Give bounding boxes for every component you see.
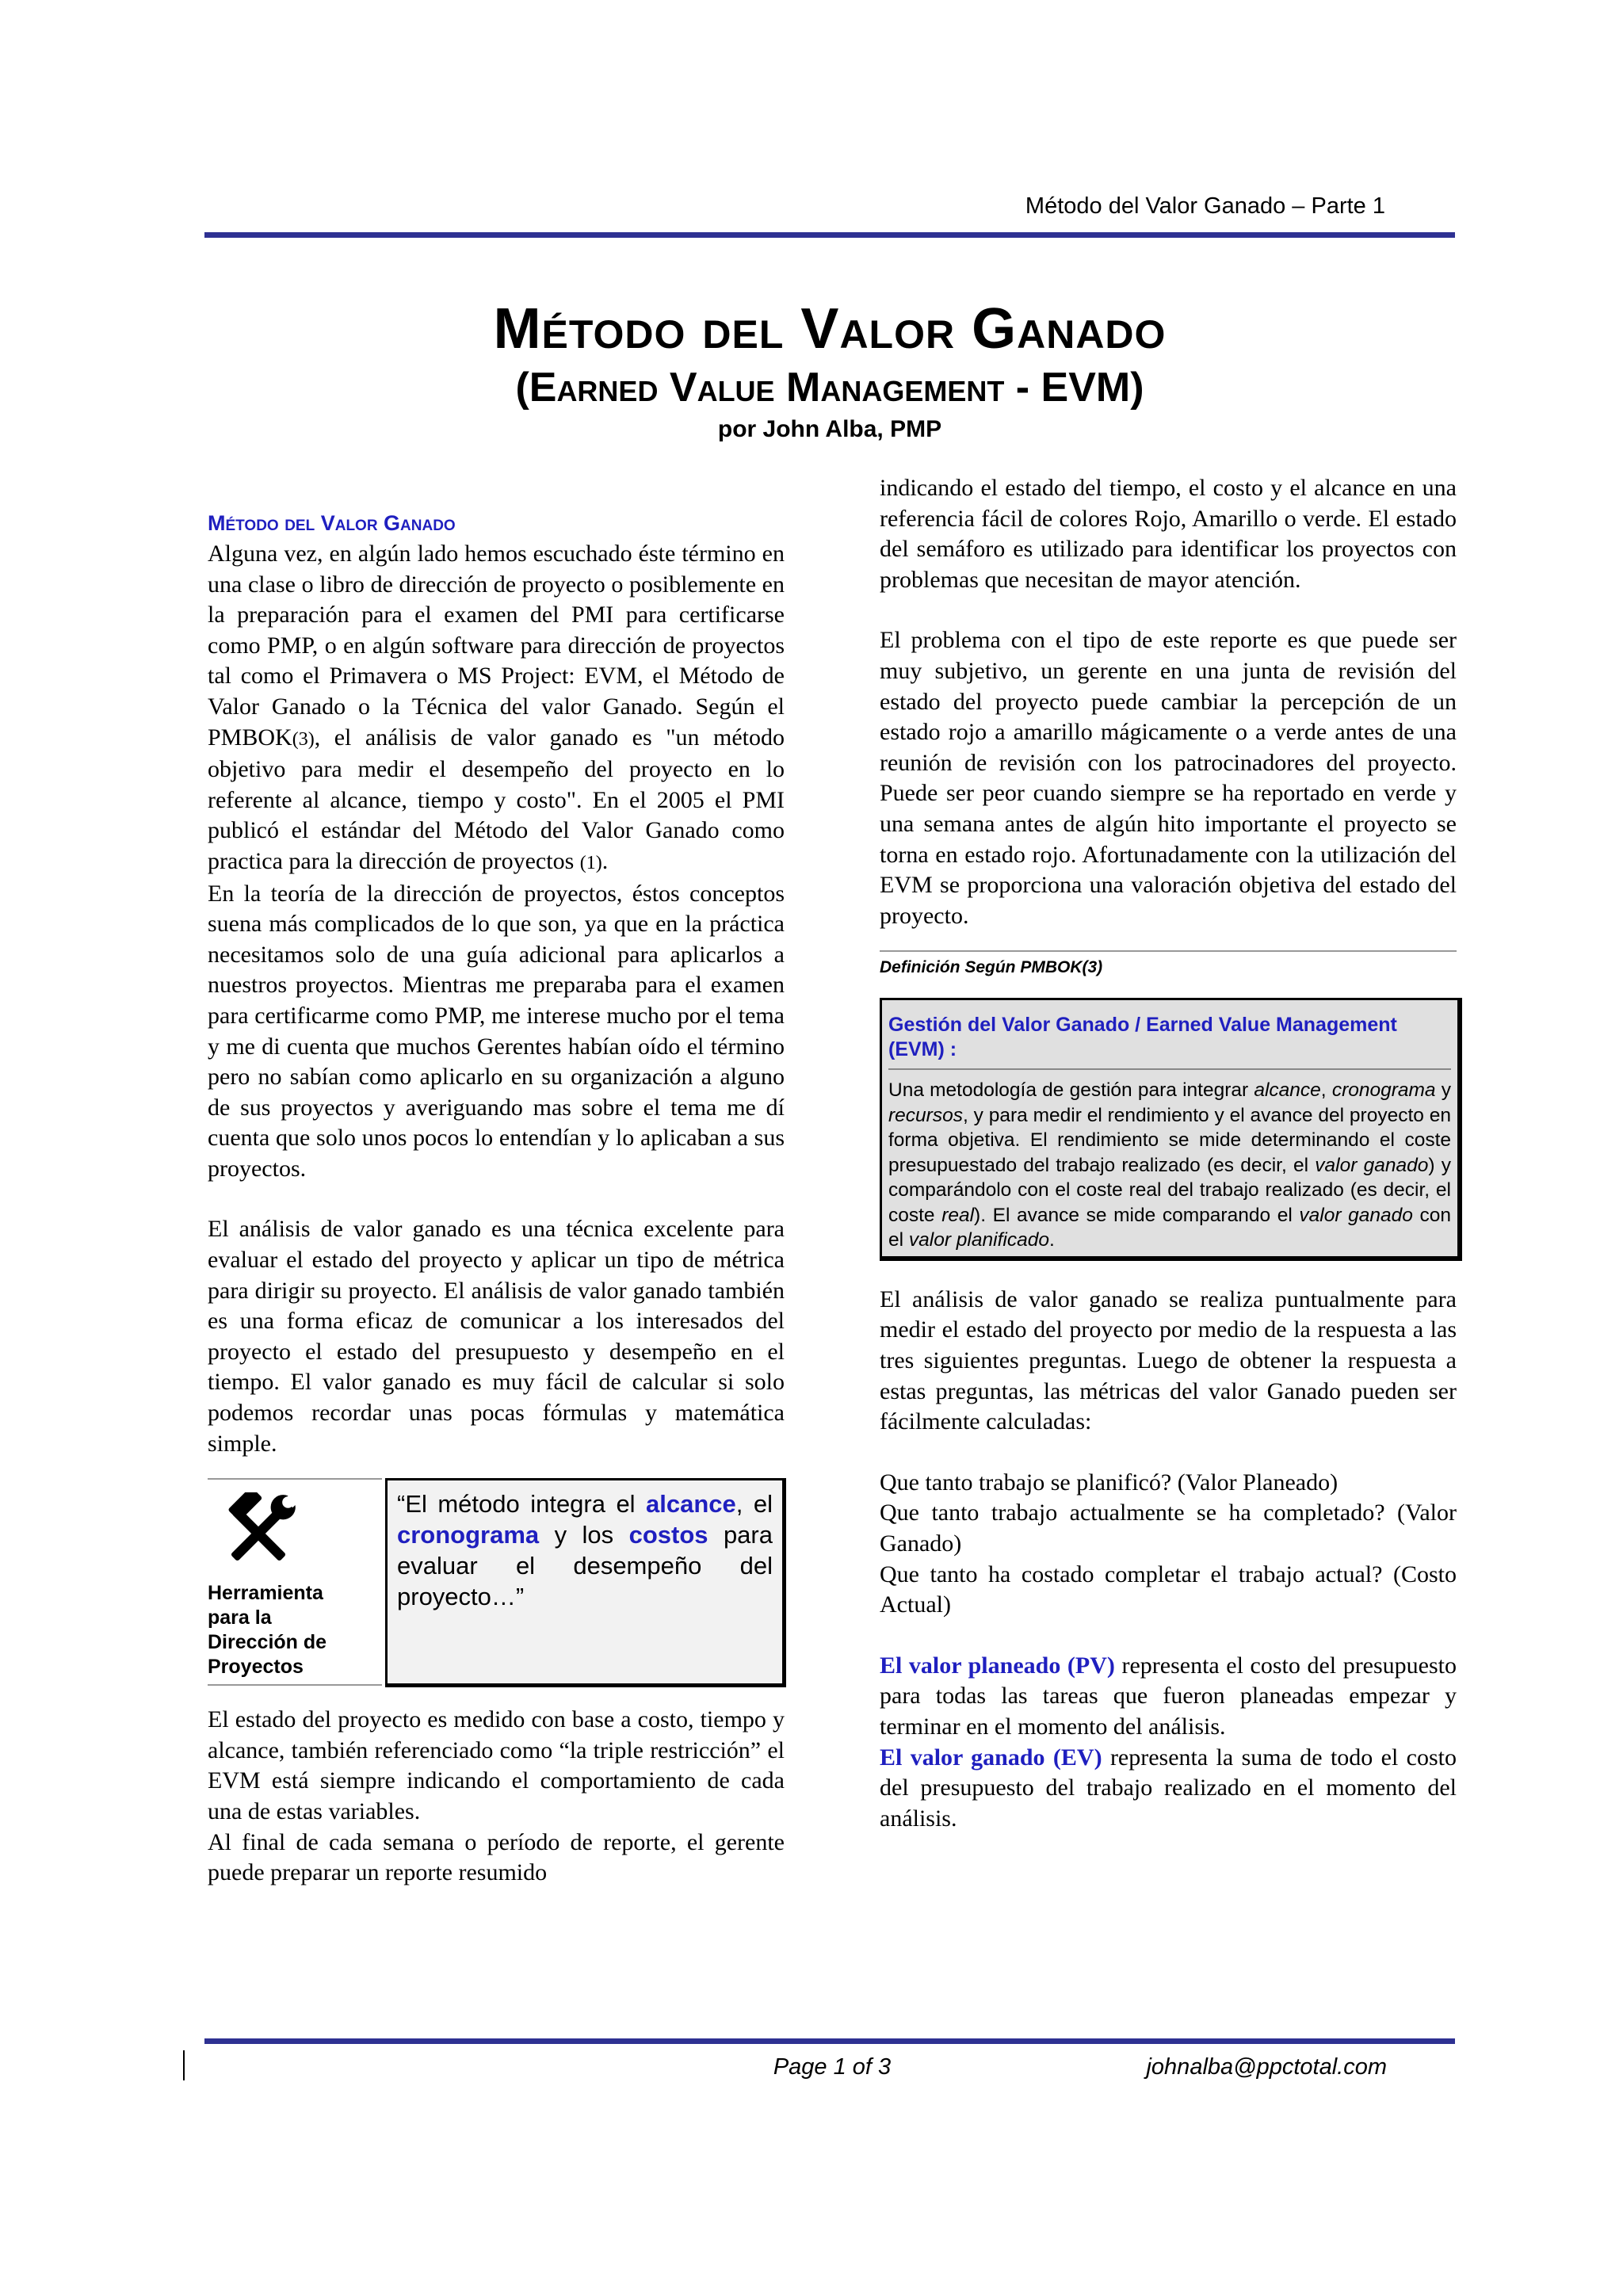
paragraph: En la teoría de la dirección de proyectos, éstos conceptos suena más complicados de lo que son, ya que en la práctica necesitamos solo de una guía adicional para aplicarlos a nuestros proyectos. Mientras me preparaba para el examen para certificarme como PMP, me interese mucho por el tema y me di cuenta que muchos Gerentes habían oído el término pero no sabían como aplicarlo en su organización a alguno de sus proyectos y averiguando mas sobre el tema me dí cuenta que solo unos pocos lo entendían y lo aplicaban a sus proyectos. xyxy=(208,880,785,1182)
paragraph: El análisis de valor ganado se realiza puntualmente para medir el estado del proyecto por medio de la respuesta a las tres siguientes preguntas. Luego de obtener la respuesta a estas preguntas, las métricas del valor Ganado pueden ser fácilmente calculadas: xyxy=(880,1286,1457,1435)
definition-title: Gestión del Valor Ganado / Earned Value Management (EVM) : xyxy=(888,1013,1451,1070)
title-block xyxy=(204,295,1455,447)
footer-margin-mark xyxy=(183,2050,185,2080)
tool-callout xyxy=(208,1478,785,1683)
pv-definition: El valor planeado (PV) representa el costo del presupuesto para todas las tareas que fueron planeadas empezar y terminar en el momento del análisis. xyxy=(880,1652,1457,1740)
running-header: Método del Valor Ganado – Parte 1 xyxy=(1025,193,1385,219)
section-heading: Método del Valor Ganado xyxy=(208,511,456,535)
paragraph: Alguna vez, en algún lado hemos escuchado éste término en una clase o libro de dirección de proyecto o posiblemente en la preparación para el examen del PMI para certificarse como PMP, o en algún software para dirección de proyectos tal como el Primavera o MS Project: EVM, el Método de Valor Ganado o la Técnica del valor Ganado. Según el PMBOK(3), el análisis de valor ganado es "un método objetivo para medir el desempeño del proyecto en lo referente al alcance, tiempo y costo". En el 2005 el PMI publicó el estándar del Método del Valor Ganado como practica para la dirección de proyectos (1). xyxy=(208,541,785,874)
paragraph: El estado del proyecto es medido con base a costo, tiempo y alcance, también referenciado como “la triple restricción” el EVM está siempre indicando el comportamiento de cada una de estas variables. xyxy=(208,1706,785,1824)
definition-caption: Definición Según PMBOK(3) xyxy=(880,958,1103,977)
document-title: Método del Valor Ganado xyxy=(493,297,1167,361)
pull-quote: “El método integra el alcance, el cronograma y los costos para evaluar el desempeño del proyecto…” xyxy=(385,1478,786,1687)
question-2: Que tanto trabajo actualmente se ha completado? (Valor Ganado) xyxy=(880,1499,1457,1557)
tool-sidebar xyxy=(208,1478,382,1686)
paragraph: Al final de cada semana o período de reporte, el gerente puede preparar un reporte resumido xyxy=(208,1828,785,1886)
paragraph: El análisis de valor ganado es una técnica excelente para evaluar el estado del proyecto y aplicar un tipo de métrica para dirigir su proyecto. El análisis de valor ganado también es una forma eficaz de comunicar a los interesados del proyecto el estado del presupuesto y desempeño en el tiempo. El valor ganado es muy fácil de calcular si solo podemos recordar unas pocas fórmulas y matemática simple. xyxy=(208,1216,785,1457)
definition-box xyxy=(880,998,1462,1261)
header-rule xyxy=(204,232,1455,238)
page-number: Page 1 of 3 xyxy=(773,2054,892,2080)
paragraph: indicando el estado del tiempo, el costo y el alcance en una referencia fácil de colores Rojo, Amarillo o verde. El estado del semáforo es utilizado para identificar los proyectos con problemas que necesitan de mayor atención. xyxy=(880,475,1457,593)
tool-label: Herramienta para la Dirección de Proyectos xyxy=(208,1582,327,1679)
definition-body: Una metodología de gestión para integrar alcance, cronograma y recursos, y para medir el rendimiento y el avance del proyecto en forma objetiva. El rendimiento se mide determinando el coste presupuestado del trabajo realizado (es decir, el valor ganado) y comparándolo con el coste real del trabajo realizado (es decir, el coste real). El avance se mide comparando el valor ganado con el valor planificado. xyxy=(888,1079,1451,1251)
question-3: Que tanto ha costado completar el trabajo actual? (Costo Actual) xyxy=(880,1561,1457,1618)
document-subtitle: (Earned Value Management - EVM) xyxy=(515,365,1144,411)
author-byline: por John Alba, PMP xyxy=(717,416,942,442)
definition-rule xyxy=(880,950,1457,952)
question-1: Que tanto trabajo se planificó? (Valor Planeado) xyxy=(880,1469,1338,1496)
hammer-wrench-icon xyxy=(217,1492,300,1575)
paragraph: El problema con el tipo de este reporte es que puede ser muy subjetivo, un gerente en una junta de revisión del estado del proyecto puede cambiar la percepción de un estado rojo a amarillo mágicamente o a verde antes de una reunión de revisión con los patrocinadores del proyecto. Puede ser peor cuando siempre se ha reportado en verde y una semana antes de algún hito importante el proyecto se torna en estado rojo. Afortunadamente con la utilización del EVM se proporciona una valoración objetiva del estado del proyecto. xyxy=(880,627,1457,929)
left-column xyxy=(208,507,785,1889)
right-column xyxy=(880,473,1457,1834)
footer-rule xyxy=(204,2038,1455,2044)
ev-definition: El valor ganado (EV) representa la suma de todo el costo del presupuesto del trabajo realizado en el momento del análisis. xyxy=(880,1744,1457,1832)
author-email: johnalba@ppctotal.com xyxy=(1146,2054,1387,2080)
